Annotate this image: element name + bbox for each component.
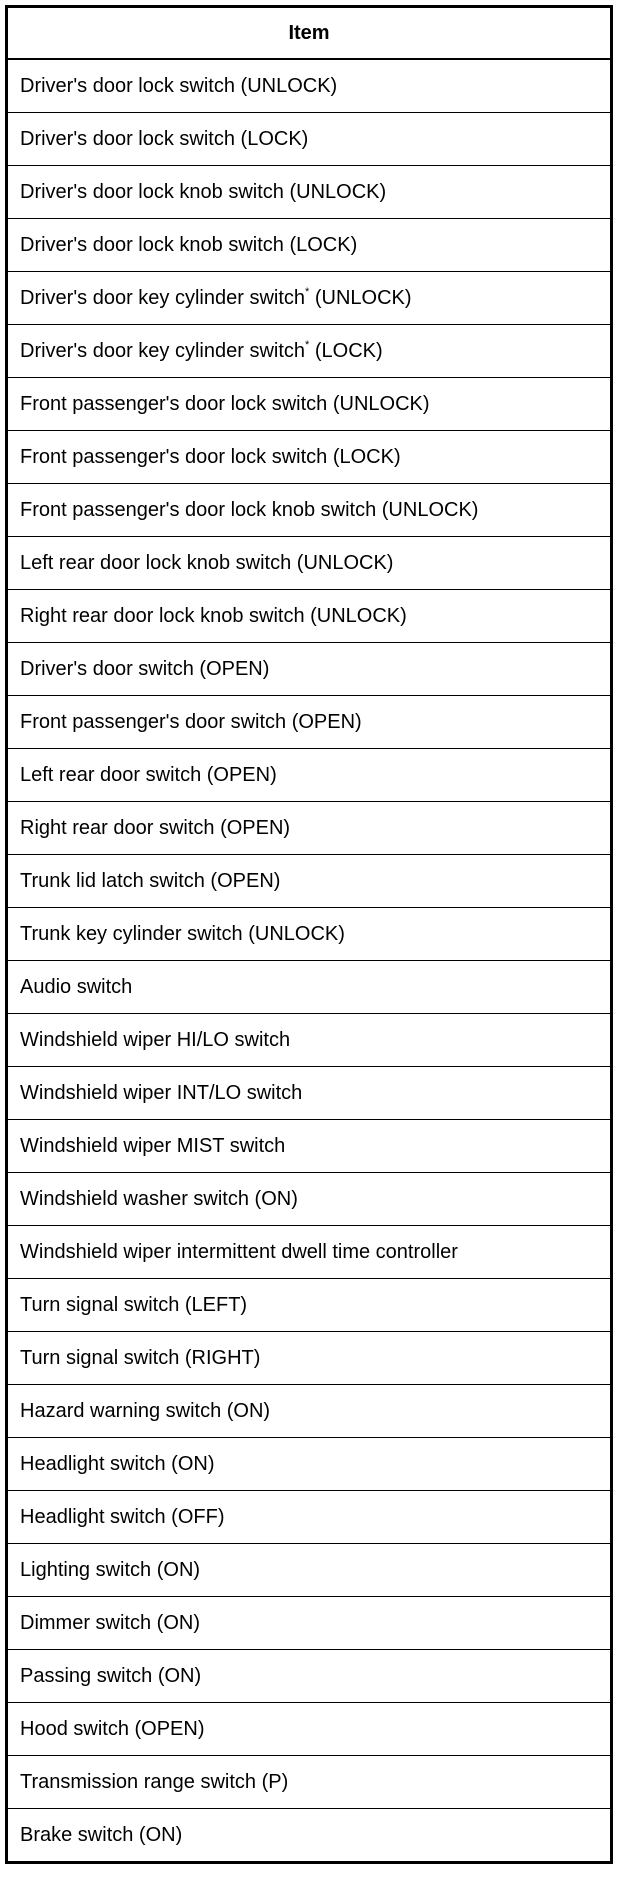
table-body <box>7 59 612 1863</box>
item-text: Transmission range switch (P) <box>20 1771 289 1793</box>
table-row <box>7 1067 612 1120</box>
item-cell <box>7 166 612 219</box>
item-cell <box>7 1173 612 1226</box>
table-row <box>7 643 612 696</box>
table-row <box>7 1809 612 1863</box>
item-text: Driver's door key cylinder switch <box>20 287 306 309</box>
table-row <box>7 1332 612 1385</box>
table-row <box>7 166 612 219</box>
item-text: Left rear door switch (OPEN) <box>20 764 277 786</box>
item-table-container <box>5 5 613 1864</box>
table-row <box>7 749 612 802</box>
table-row <box>7 1173 612 1226</box>
item-cell <box>7 961 612 1014</box>
item-cell <box>7 590 612 643</box>
item-suffix: (LOCK) <box>309 340 383 362</box>
item-cell <box>7 802 612 855</box>
table-row <box>7 325 612 378</box>
item-cell <box>7 59 612 113</box>
item-cell <box>7 431 612 484</box>
item-text: Hazard warning switch (ON) <box>20 1400 271 1422</box>
table-row <box>7 1597 612 1650</box>
table-row <box>7 1544 612 1597</box>
item-cell <box>7 219 612 272</box>
item-text: Trunk key cylinder switch (UNLOCK) <box>20 923 345 945</box>
item-cell <box>7 1438 612 1491</box>
item-cell <box>7 325 612 378</box>
item-text: Front passenger's door lock switch (LOCK) <box>20 446 401 468</box>
item-cell <box>7 1332 612 1385</box>
table-row <box>7 537 612 590</box>
table-row <box>7 1279 612 1332</box>
table-header-row <box>7 7 612 60</box>
item-text: Driver's door lock knob switch (UNLOCK) <box>20 181 387 203</box>
item-text: Driver's door key cylinder switch <box>20 340 306 362</box>
item-cell <box>7 1650 612 1703</box>
item-text: Front passenger's door lock knob switch (UNLOCK) <box>20 499 479 521</box>
table-row <box>7 1385 612 1438</box>
item-cell <box>7 696 612 749</box>
item-cell <box>7 1279 612 1332</box>
table-row <box>7 1014 612 1067</box>
item-text: Audio switch <box>20 976 133 998</box>
item-cell <box>7 378 612 431</box>
item-cell <box>7 1226 612 1279</box>
table-row <box>7 431 612 484</box>
item-text: Windshield washer switch (ON) <box>20 1188 298 1210</box>
item-cell <box>7 1703 612 1756</box>
table-row <box>7 696 612 749</box>
table-row <box>7 961 612 1014</box>
item-text: Right rear door lock knob switch (UNLOCK) <box>20 605 407 627</box>
item-text: Turn signal switch (RIGHT) <box>20 1347 261 1369</box>
item-cell <box>7 484 612 537</box>
table-row <box>7 1756 612 1809</box>
table-row <box>7 1491 612 1544</box>
item-cell <box>7 1809 612 1863</box>
table-row <box>7 484 612 537</box>
item-cell <box>7 272 612 325</box>
item-text: Windshield wiper HI/LO switch <box>20 1029 291 1051</box>
item-text: Windshield wiper MIST switch <box>20 1135 286 1157</box>
item-suffix: (UNLOCK) <box>309 287 412 309</box>
item-cell <box>7 113 612 166</box>
item-text: Right rear door switch (OPEN) <box>20 817 291 839</box>
item-text: Driver's door switch (OPEN) <box>20 658 270 680</box>
item-cell <box>7 855 612 908</box>
item-text: Windshield wiper INT/LO switch <box>20 1082 303 1104</box>
item-cell <box>7 1544 612 1597</box>
item-text: Driver's door lock switch (LOCK) <box>20 128 309 150</box>
table-row <box>7 1703 612 1756</box>
item-cell <box>7 908 612 961</box>
item-text: Driver's door lock switch (UNLOCK) <box>20 75 338 97</box>
item-text: Trunk lid latch switch (OPEN) <box>20 870 281 892</box>
item-cell <box>7 1120 612 1173</box>
item-cell <box>7 1491 612 1544</box>
item-text: Headlight switch (ON) <box>20 1453 215 1475</box>
table-row <box>7 802 612 855</box>
table-row <box>7 908 612 961</box>
item-cell <box>7 749 612 802</box>
item-text: Turn signal switch (LEFT) <box>20 1294 248 1316</box>
item-cell <box>7 1597 612 1650</box>
item-text: Lighting switch (ON) <box>20 1559 201 1581</box>
item-text: Dimmer switch (ON) <box>20 1612 200 1634</box>
item-text: Windshield wiper intermittent dwell time controller <box>20 1241 458 1263</box>
table-row <box>7 272 612 325</box>
item-table <box>5 5 613 1864</box>
item-cell <box>7 537 612 590</box>
table-row <box>7 1226 612 1279</box>
item-text: Driver's door lock knob switch (LOCK) <box>20 234 358 256</box>
table-row <box>7 1650 612 1703</box>
table-row <box>7 590 612 643</box>
item-text: Brake switch (ON) <box>20 1824 183 1846</box>
item-text: Front passenger's door lock switch (UNLOCK) <box>20 393 430 415</box>
item-cell <box>7 1067 612 1120</box>
table-row <box>7 378 612 431</box>
item-text: Headlight switch (OFF) <box>20 1506 225 1528</box>
item-cell <box>7 1385 612 1438</box>
item-text: Left rear door lock knob switch (UNLOCK) <box>20 552 394 574</box>
table-row <box>7 113 612 166</box>
footnote-mark: * <box>305 286 310 298</box>
footnote-mark: * <box>305 339 310 351</box>
table-row <box>7 1120 612 1173</box>
table-row <box>7 1438 612 1491</box>
item-text: Hood switch (OPEN) <box>20 1718 205 1740</box>
item-cell <box>7 643 612 696</box>
table-row <box>7 59 612 113</box>
table-row <box>7 219 612 272</box>
item-cell <box>7 1756 612 1809</box>
item-cell <box>7 1014 612 1067</box>
table-row <box>7 855 612 908</box>
column-header-item: Item <box>7 7 612 60</box>
item-text: Passing switch (ON) <box>20 1665 202 1687</box>
item-text: Front passenger's door switch (OPEN) <box>20 711 362 733</box>
